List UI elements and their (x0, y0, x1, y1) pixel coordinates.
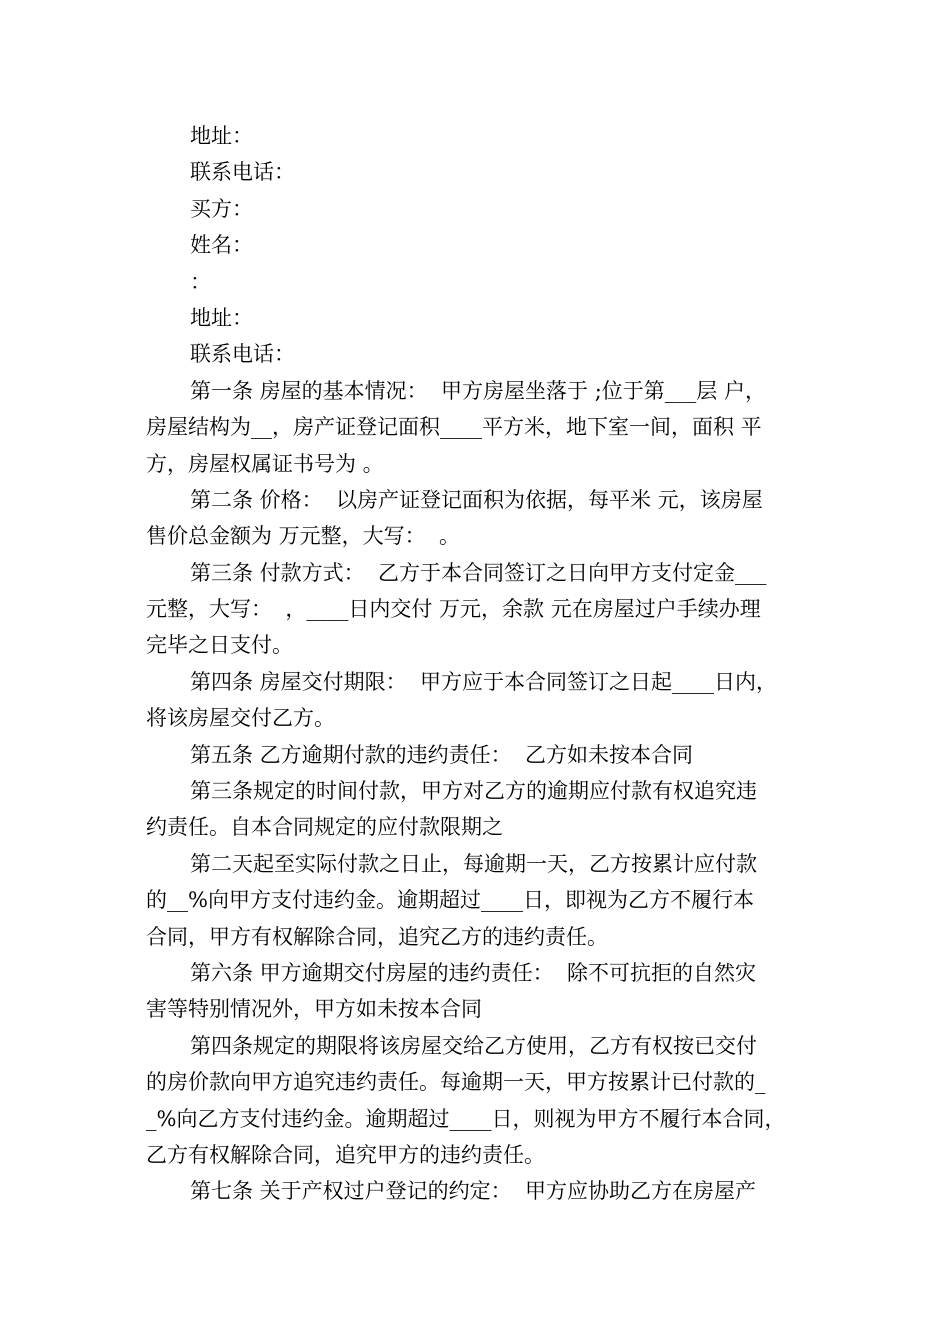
text-line: 姓名： (190, 233, 253, 258)
text-line: 第四条规定的期限将该房屋交给乙方使用，乙方有权按已交付 (190, 1033, 757, 1058)
text-line: 乙方有权解除合同，追究甲方的违约责任。 (146, 1142, 545, 1167)
text-line: 第四条 房屋交付期限： 甲方应于本合同签订之日起____日内， (190, 669, 778, 694)
text-line: 第一条 房屋的基本情况： 甲方房屋坐落于 ;位于第___层 户， (190, 378, 766, 403)
text-line: 将该房屋交付乙方。 (146, 706, 335, 731)
text-line: 元整，大写： ，____日内交付 万元，余款 元在房屋过户手续办理 (146, 597, 761, 622)
text-line: 约责任。自本合同规定的应付款限期之 (146, 815, 503, 840)
text-line: 的__%向甲方支付违约金。逾期超过____日，即视为乙方不履行本 (146, 888, 754, 913)
text-line: 第五条 乙方逾期付款的违约责任： 乙方如未按本合同 (190, 742, 694, 767)
text-line: 联系电话： (190, 342, 295, 367)
text-line: 地址： (190, 124, 253, 148)
text-line: 第三条 付款方式： 乙方于本合同签订之日向甲方支付定金___ (190, 560, 767, 585)
text-line: _%向乙方支付违约金。逾期超过____日，则视为甲方不履行本合同， (146, 1106, 786, 1131)
text-line: 方，房屋权属证书号为 。 (146, 451, 384, 476)
text-line: 售价总金额为 万元整，大写： 。 (146, 524, 461, 549)
text-line: 合同，甲方有权解除合同，追究乙方的违约责任。 (146, 924, 608, 949)
text-line: 第七条 关于产权过户登记的约定： 甲方应协助乙方在房屋产 (190, 1179, 757, 1204)
text-line: 联系电话： (190, 160, 295, 185)
text-line: 买方： (190, 196, 253, 221)
document-body (146, 118, 818, 1210)
text-line: 房屋结构为__，房产证登记面积____平方米，地下室一间，面积 平 (146, 415, 762, 440)
text-line: 地址： (190, 305, 253, 330)
text-line: ： (190, 269, 211, 294)
text-line: 第二条 价格： 以房产证登记面积为依据，每平米 元，该房屋 (190, 487, 763, 512)
text-line: 第二天起至实际付款之日止，每逾期一天，乙方按累计应付款 (190, 851, 757, 876)
text-line: 第三条规定的时间付款，甲方对乙方的逾期应付款有权追究违 (190, 779, 757, 804)
text-line: 完毕之日支付。 (146, 633, 293, 658)
text-line: 第六条 甲方逾期交付房屋的违约责任： 除不可抗拒的自然灾 (190, 960, 757, 985)
text-line: 害等特别情况外，甲方如未按本合同 (146, 997, 482, 1022)
text-line: 的房价款向甲方追究违约责任。每逾期一天，甲方按累计已付款的_ (146, 1070, 766, 1095)
